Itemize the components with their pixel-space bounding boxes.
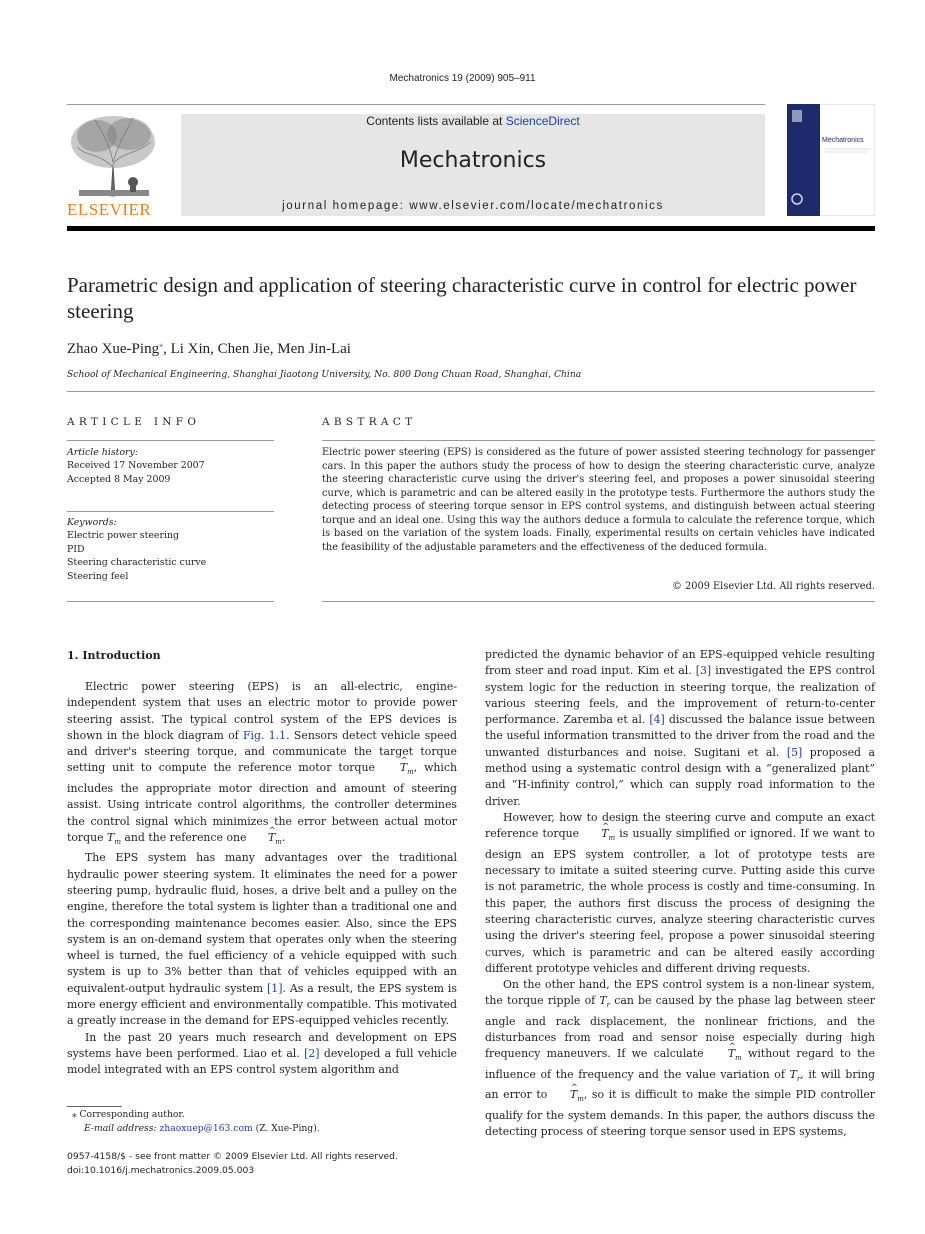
- received-date: Received 17 November 2007: [67, 460, 205, 472]
- symbol-tm-hat: ^ T: [583, 826, 608, 842]
- article-history: [67, 446, 274, 486]
- abstract-text: Electric power steering (EPS) is considered as the future of power assisted steering technology for passenger cars. In this paper the authors study the process of how to design the steering characteristic curve, analyze the steering characteristic curve using the driver's steering feel, and proposes a power sinusoidal steering curve, which is parametric and can be altered easily in the prototype tests. Furthermore the authors study the detecting process of steering torque sensor in EPS control systems, and distinguish between actual steering torque and an ideal one. Using this way the authors deduce a formula to calculate the reference torque, which is based on the variation of the system loads. Finally, experimental results on certain vehicles have indicated the feasibility of the adjustable parameters and the effectiveness of the deduced formula.: [322, 447, 875, 553]
- sciencedirect-link[interactable]: ScienceDirect: [505, 114, 580, 128]
- keyword-item: Steering characteristic curve: [67, 557, 207, 569]
- email-link[interactable]: zhaoxuep@163.com: [159, 1122, 253, 1134]
- paragraph: predicted the dynamic behavior of an EPS-equipped vehicle resulting from steer and road input. Kim et al. [3] investigated the EPS control system logic for the reduction in steering torque, the realization of various steering feels, and the improvement of return-to-center performance. Zaremba et al. [4] discussed the balance issue between the useful information transmitted to the driver from the road and the unwanted disturbances and noise. Sugitani et al. [5] proposed a method using a systematic control design with a “generalized plant” and “H-infinity control,” which can supply road information to the driver.: [485, 648, 876, 808]
- reference-link[interactable]: [2]: [304, 1046, 320, 1060]
- figure-link[interactable]: Fig. 1.1: [243, 728, 287, 742]
- paragraph: Electric power steering (EPS) is an all-electric, engine-independent system that uses an electric motor to provide power steering assist. The typical control system of the EPS devices is shown in the block diagram of Fig. 1.1. Sensors detect vehicle speed and driver's steering torque, and communicate the target torque setting unit to compute the reference motor torque ^ $T_m$, which includes the appropriate motor direction and amount of steering assist. Using intricate control algorithms, the controller determines the control signal which minimizes the error between actual motor torque $T_m$ and the reference one ^ $T_m$.: [67, 679, 457, 850]
- doi-line[interactable]: doi:10.1016/j.mechatronics.2009.05.003: [67, 1164, 255, 1176]
- cover-title: Mechatronics: [822, 137, 864, 144]
- abstract-rule: [322, 440, 875, 441]
- tree-logo-icon: [67, 112, 159, 198]
- journal-homepage[interactable]: journal homepage: www.elsevier.com/locate/mechatronics: [282, 200, 664, 212]
- publisher-wordmark: ELSEVIER: [67, 200, 152, 219]
- abstract-rule: [322, 601, 875, 602]
- reference-link[interactable]: [3]: [695, 664, 712, 678]
- keyword-item: Electric power steering: [67, 530, 179, 542]
- email-note: E-mail address: zhaoxuep@163.com (Z. Xue-Ping).: [84, 1122, 320, 1134]
- elsevier-logo[interactable]: [67, 112, 159, 219]
- co-authors: , Li Xin, Chen Jie, Men Jin-Lai: [163, 341, 351, 357]
- paragraph: The EPS system has many advantages over the traditional hydraulic power steering system. It eliminates the need for a power steering pump, hydraulic fluid, hoses, a drive belt and a pulley on the engine, therefore the total system is lighter than a traditional one and the corresponding maintenance becomes easier. Also, since the EPS system is an on-demand system that operates only when the steering wheel is turned, the fuel efficiency of a vehicle equipped with such system is up to 3% better than that of vehicles equipped with an equivalent-output hydraulic system [1]. As a result, the EPS system is more energy efficient and environmentally compatible. This motivated a greatly increase in the demand for EPS-equipped vehicles recently.: [67, 851, 458, 1028]
- paragraph: However, how to design the steering curve and compute an exact reference torque ^ $T_m$ is usually simplified or ignored. If we want to design an EPS system controller, a lot of prototype tests are necessary to imitate a suited steering curve. Putting aside this curve is not parametric, the whole process is costly and time-consuming. In this paper, the authors first discuss the process of designing the steering characteristic curves, analyze steering characteristic curves using the driver's steering feel, propose a power sinusoidal steering curves, which is parametric and can be altered easily according different prototype vehicles and different driving requests.: [485, 810, 875, 977]
- accepted-date: Accepted 8 May 2009: [67, 473, 171, 485]
- symbol-tm-hat: ^ T: [710, 1046, 735, 1062]
- issn-line: 0957-4158/$ - see front matter © 2009 Elsevier Ltd. All rights reserved.: [67, 1151, 398, 1162]
- keyword-item: PID: [67, 543, 85, 555]
- body-column-right: [485, 647, 875, 1140]
- symbol-tm-hat: ^ T: [250, 830, 275, 846]
- info-rule: [67, 601, 274, 602]
- journal-name: Mechatronics: [399, 148, 547, 173]
- keywords-block: [67, 516, 274, 583]
- reference-link[interactable]: [1]: [267, 981, 283, 995]
- section-heading-introduction: 1. Introduction: [67, 649, 161, 662]
- cover-thumbnail-icon: [787, 104, 875, 216]
- contents-line: [181, 114, 765, 128]
- paragraph: In the past 20 years much research and development on EPS systems have been performed. Liao et al. [2] developed a full vehicle model integrated with an EPS control system algorithm and: [67, 1030, 457, 1077]
- keywords-label: Keywords:: [67, 517, 117, 528]
- history-label: Article history:: [67, 447, 138, 458]
- contents-prefix: Contents lists available at: [366, 114, 506, 128]
- info-rule: [67, 511, 274, 512]
- corresponding-author-mark[interactable]: ⁎: [159, 340, 164, 349]
- corresponding-author-note: ⁎ Corresponding author.: [72, 1109, 185, 1120]
- reference-link[interactable]: [4]: [649, 713, 665, 727]
- footnote-rule: [67, 1106, 122, 1107]
- keyword-item: Steering feel: [67, 570, 129, 582]
- footnotes: [72, 1108, 320, 1136]
- journal-reference: Mechatronics 19 (2009) 905–911: [389, 73, 536, 84]
- article-title: Parametric design and application of steering characteristic curve in control for electric power steering: [67, 273, 857, 323]
- affiliation: School of Mechanical Engineering, Shanghai Jiaotong University, No. 800 Dong Chuan Road, Shanghai, China: [67, 369, 582, 380]
- symbol-tm-hat: ^ T: [382, 760, 407, 776]
- symbol-tm-hat: ^ T: [552, 1087, 577, 1103]
- header-top-rule: [67, 104, 765, 105]
- copyright-notice: © 2009 Elsevier Ltd. All rights reserved.: [672, 581, 875, 592]
- article-info-heading: ARTICLE INFO: [67, 416, 201, 428]
- journal-cover[interactable]: [787, 104, 875, 216]
- body-column-left: [67, 663, 457, 1078]
- header-thick-rule: [67, 226, 875, 231]
- abstract-heading: ABSTRACT: [322, 416, 417, 428]
- section-rule: [67, 391, 875, 392]
- paragraph: On the other hand, the EPS control system is a non-linear system, the torque ripple of $T_r$ can be caused by the phase lag between steer angle and rack displacement, the nonlinear frictions, and the disturbances from road and sensor noise especially during high frequency maneuvers. If we calculate ^ $T_m$ without regard to the influence of the frequency and the value variation of $T_r$, it will bring an error to ^ $T_m$, so it is difficult to make the simple PID controller qualify for the system demands. In this paper, the authors discuss the detecting process of steering torque sensor used in EPS systems,: [485, 977, 875, 1140]
- issn-doi-block: [67, 1150, 398, 1177]
- info-rule: [67, 440, 274, 441]
- first-author[interactable]: Zhao Xue-Ping: [67, 341, 160, 357]
- reference-link[interactable]: [5]: [786, 745, 803, 759]
- author-list: [67, 340, 351, 358]
